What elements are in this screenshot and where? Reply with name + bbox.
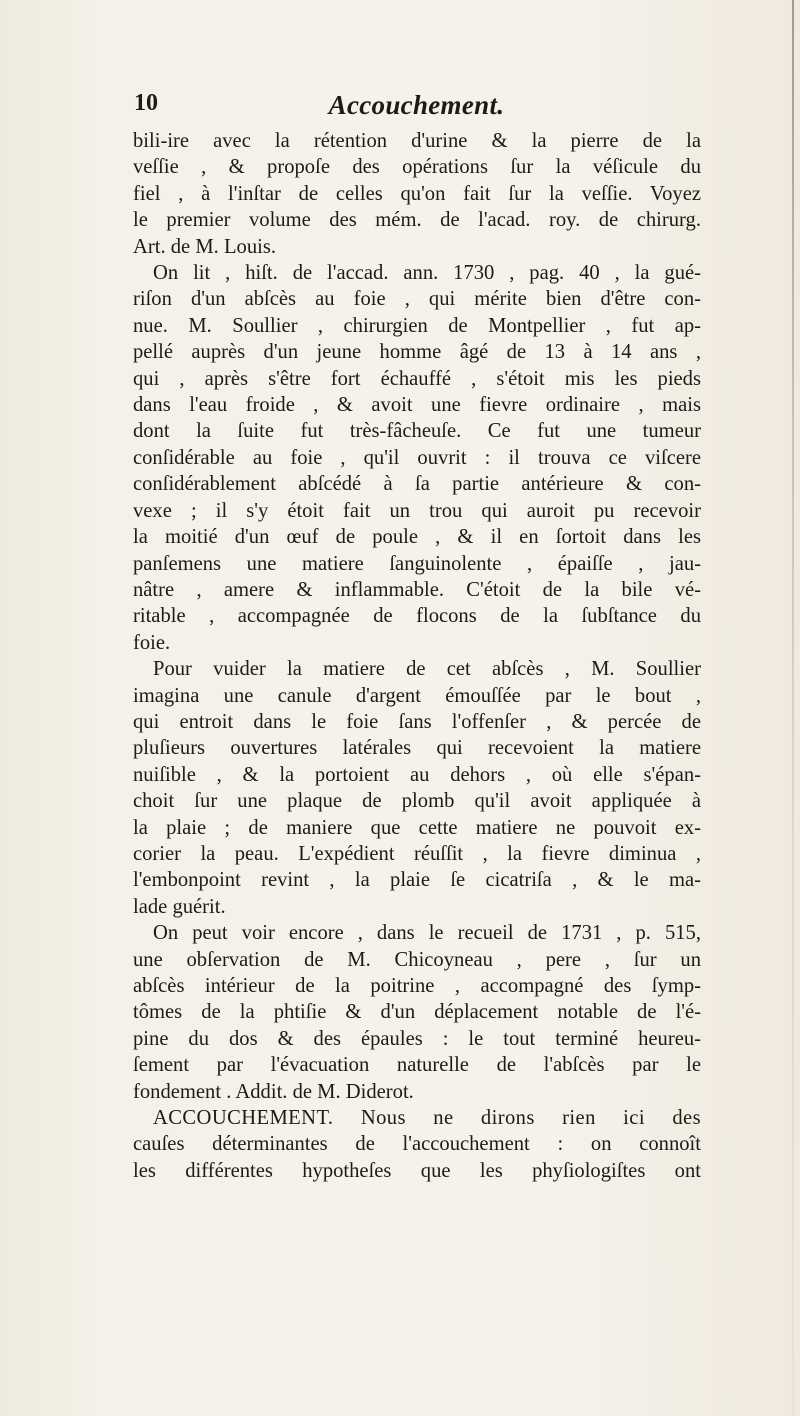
text-line: ACCOUCHEMENT. Nous ne dirons rien ici des <box>153 1107 701 1130</box>
text-line: Art. de M. Louis. <box>133 235 276 258</box>
page-number: 10 <box>134 90 158 116</box>
text-line: nuiſible , & la portoient au dehors , où elle s'épan- <box>133 763 701 786</box>
paragraph-liver-abscess <box>133 260 701 630</box>
text-line: imagina une canule d'argent émouſſée par le bout , <box>133 684 701 707</box>
text-line: riſon d'un abſcès au foie , qui mérite bien d'être con- <box>133 288 701 311</box>
text-line: veſſie , & propoſe des opérations ſur la véſicule du <box>133 156 701 179</box>
text-line: conſidérable au foie , qu'il ouvrit : il trouva ce viſcere <box>133 446 701 469</box>
page-edge-shadow <box>792 0 794 1416</box>
text-line: la moitié d'un œuf de poule , & il en ſortoit dans les <box>133 526 701 549</box>
text-line: On peut voir encore , dans le recueil de 1731 , p. 515, <box>153 922 701 945</box>
page-header <box>134 90 699 124</box>
paragraph-silver-cannula-end <box>133 894 701 920</box>
text-line: ſement par l'évacuation naturelle de l'abſcès par le <box>133 1054 701 1077</box>
paragraph-chicoyneau <box>133 920 701 1078</box>
text-line: dans l'eau froide , & avoit une fievre ordinaire , mais <box>133 394 701 417</box>
text-line: tômes de la phtiſie & d'un déplacement notable de l'é- <box>133 1001 701 1024</box>
text-line: qui entroit dans le foie ſans l'offenſer , & percée de <box>133 710 701 733</box>
text-line: la plaie ; de maniere que cette matiere ne pouvoit ex- <box>133 816 701 839</box>
text-line: dont la ſuite fut très-fâcheuſe. Ce fut une tumeur <box>133 420 701 443</box>
text-line: le premier volume des mém. de l'acad. roy. de chirurg. <box>133 209 701 232</box>
text-line: corier la peau. L'expédient réuſſit , la fievre diminua , <box>133 842 701 865</box>
text-line: fondement . Addit. de M. Diderot. <box>133 1080 414 1103</box>
text-line: cauſes déterminantes de l'accouchement : on connoît <box>133 1133 701 1156</box>
paragraph-liver-abscess-end <box>133 630 701 656</box>
text-line: abſcès intérieur de la poitrine , accompagné des ſymp- <box>133 975 701 997</box>
text-line: conſidérablement abſcédé à ſa partie antérieure & con- <box>133 473 701 496</box>
text-line: fiel , à l'inſtar de celles qu'on fait ſur la veſſie. Voyez <box>133 182 701 205</box>
paragraph-chicoyneau-end <box>133 1079 701 1105</box>
text-line: vexe ; il s'y étoit fait un trou qui auroit pu recevoir <box>133 499 701 522</box>
text-line: bili-ire avec la rétention d'urine & la pierre de la <box>133 130 701 152</box>
text-line: pluſieurs ouvertures latérales qui recevoient la matiere <box>133 737 701 760</box>
text-line: une obſervation de M. Chicoyneau , pere , ſur un <box>133 948 701 971</box>
text-line: pine du dos & des épaules : le tout terminé heureu- <box>133 1027 701 1050</box>
paragraph-silver-cannula <box>133 656 701 894</box>
text-line: nâtre , amere & inflammable. C'étoit de la bile vé- <box>133 578 701 601</box>
paragraph-bile-stone-end <box>133 234 701 260</box>
text-line: nue. M. Soullier , chirurgien de Montpellier , fut ap- <box>133 314 701 337</box>
text-line: foie. <box>133 631 171 654</box>
text-line: pellé auprès d'un jeune homme âgé de 13 à 14 ans , <box>133 341 701 364</box>
paragraph-accouchement-entry <box>133 1105 701 1184</box>
running-head: Accouchement. <box>328 90 505 120</box>
text-line: les différentes hypotheſes que les phyſiologiſtes ont <box>133 1159 701 1182</box>
text-line: choit ſur une plaque de plomb qu'il avoit appliquée à <box>133 790 701 813</box>
text-line: qui , après s'être fort échauffé , s'étoit mis les pieds <box>133 367 701 390</box>
text-line: On lit , hiſt. de l'accad. ann. 1730 , pag. 40 , la gué- <box>153 262 701 285</box>
text-line: l'embonpoint revint , la plaie ſe cicatriſa , & le ma- <box>133 869 701 892</box>
paragraph-bile-stone <box>133 128 701 234</box>
text-line: panſemens une matiere ſanguinolente , épaiſſe , jau- <box>133 552 701 575</box>
text-line: Pour vuider la matiere de cet abſcès , M. Soullier <box>153 658 701 681</box>
text-line: ritable , accompagnée de flocons de la ſubſtance du <box>133 605 701 628</box>
text-line: lade guérit. <box>133 895 226 918</box>
body-text <box>133 128 701 1184</box>
